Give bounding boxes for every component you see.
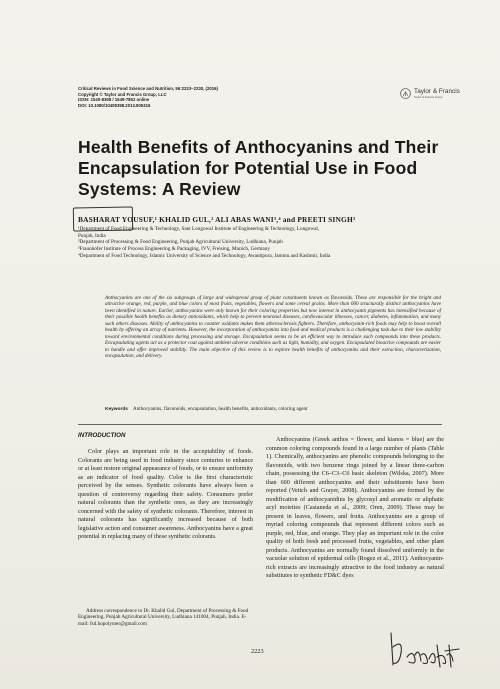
keywords-label: Keywords xyxy=(105,407,128,412)
keywords-line xyxy=(105,406,308,412)
affiliation-3: ³Fraunhofer Institute of Process Engineering & Packaging, IVV, Freising, Munich, Germany xyxy=(78,246,270,253)
article-title: Health Benefits of Anthocyanins and Their Encapsulation for Potential Use in Food Systems: A Review xyxy=(78,137,439,199)
footnote-text: Address correspondence to Dr. Khalid Gul, Department of Processing & Food Engineering, Punjab Agricultural University, Ludhiana 141004, Punjab, India. E-mail: fsd.hopolymer@gmail.com xyxy=(78,608,249,627)
right-column xyxy=(266,436,444,581)
keywords-text: Anthocyanins, flavonoids, encapsulation, health benefits, antioxidants, coloring agent xyxy=(132,406,308,412)
abstract: Anthocyanins are one of the six subgroups of large and widespread group of plant constituents known as flavonoids. These are responsible for the bright and attractive orange, red, purple, and blue colors of most fruits, vegetables, flowers and some cereal grains. More than 600 structurally distinct anthocyanins have been identified in nature. Earlier, anthocyanins were only known for their coloring properties but now interest in anthocyanin pigments has intensified because of their possible health benefits as dietary antioxidants, which help to prevent neuronal diseases, cardiovascular illnesses, cancer, diabetes, inflammation, and many such others diseases. Ability of anthocyanins to counter oxidants makes them atherosclerosis fighters. Therefore, anthocyanin-rich foods may help to boost overall health by offering an array of nutrients. However, the incorporation of anthocyanins into food and medical products is a challenging task due to their low stability toward environmental conditions during processing and storage. Encapsulation seems to be an efficient way to introduce such compounds into these products. Encapsulating agents act as a protector coat against ambient adverse conditions such as light, humidity, and oxygen. Encapsulated bioactive compounds are easier to handle and offer improved stability. The main objective of this review is to explore health benefits of anthocyanins and their extraction, characterization, encapsulation, and delivery. xyxy=(105,295,441,360)
affiliation-2: ²Department of Processing & Food Engineering, Punjab Agricultural University, Ludhiana, Punjab xyxy=(78,239,283,246)
publisher-logo xyxy=(400,88,460,99)
anthocyanin-paragraph: Anthocyanins (Greek anthos = flower, and kianos = blue) are the common coloring compounds found in a large number of plants (Table 1). Chemically, anthocyanins are phenolic compounds belonging to the flavonoids, with two benzene rings joined by a linear three-carbon chain, possessing the C6–C3–C6 basic skeleton (Wilska, 2007). More than 600 different anthocyanins and their substituents have been reported (Veitch and Grayer, 2008). Anthocyanins are formed by the modification of anthocyanidins by glycosyl and aromatic or aliphatic acyl moieties (Castaneda et al., 2009; Oren, 2009). These may be present in leaves, flowers, and fruits. Anthocyanins are a group of myriad coloring compounds that represent different colors such as purple, red, blue, and orange. They play an important role in the color quality of both fresh and processed fruits, vegetables, and other plant products. Anthocyanins are normally found dissolved uniformly in the vacuolar solution of epidermal cells (Rogez et al., 2011). Anthocyanin-rich extracts are increasingly attractive to the food industry as natural substitutes to synthetic FD&C dyes xyxy=(266,436,444,579)
section-divider xyxy=(78,424,442,425)
journal-metadata xyxy=(78,86,218,108)
publisher-name: Taylor & Francis xyxy=(414,87,460,95)
handwritten-signature xyxy=(385,625,463,675)
author-list: BASHARAT YOUSUF,¹ KHALID GUL,² ALI ABAS WANI³,⁴ and PREETI SINGH³ xyxy=(78,215,356,224)
journal-citation: Critical Reviews in Food Science and Nutrition, 56:2223–2230, (2016) xyxy=(78,86,218,91)
correspondence-footnote xyxy=(78,608,253,627)
affiliation-1: ¹Department of Food Engineering & Technology, Sant Longowal Institute of Engineering & Technology, Longowal, xyxy=(78,226,320,232)
page-number: 2223 xyxy=(251,648,264,655)
intro-paragraph: Color plays an important role in the acceptability of foods. Colorants are being used in food industry since centuries to enhance or at least restore original appearance of foods, or to ensure uniformity as an indicator of food quality. Color is the first characteristic perceived by the senses. Synthetic colorants have always been a question of controversy regarding their safety. Consumers prefer natural colorants than the synthetic ones, as they are increasingly concerned with the safety of synthetic colorants. Therefore, interest in natural colorants has significantly increased because of both legislative action and consumer awareness. Anthocyanins have a great potential in replacing many of these synthetic colorants. xyxy=(78,448,253,540)
affiliation-1-cont: Punjab, India xyxy=(78,232,106,239)
publisher-subtitle: Taylor & Francis Group xyxy=(414,94,443,99)
copyright-line: Copyright © Taylor and Francis Group, LLC xyxy=(78,91,167,97)
affiliation-4: ⁴Department of Food Technology, Islamic University of Science and Technology, Awantipora, Jammu and Kashmir, India xyxy=(78,252,331,259)
issn-line: ISSN: 1040-8398 / 1549-7852 online xyxy=(78,97,150,103)
doi-line: DOI: 10.1080/10408398.2013.805316 xyxy=(78,102,151,108)
section-heading: INTRODUCTION xyxy=(78,432,126,439)
affiliations xyxy=(78,226,330,260)
left-column xyxy=(78,448,253,542)
taylor-francis-logo-icon xyxy=(400,88,411,99)
